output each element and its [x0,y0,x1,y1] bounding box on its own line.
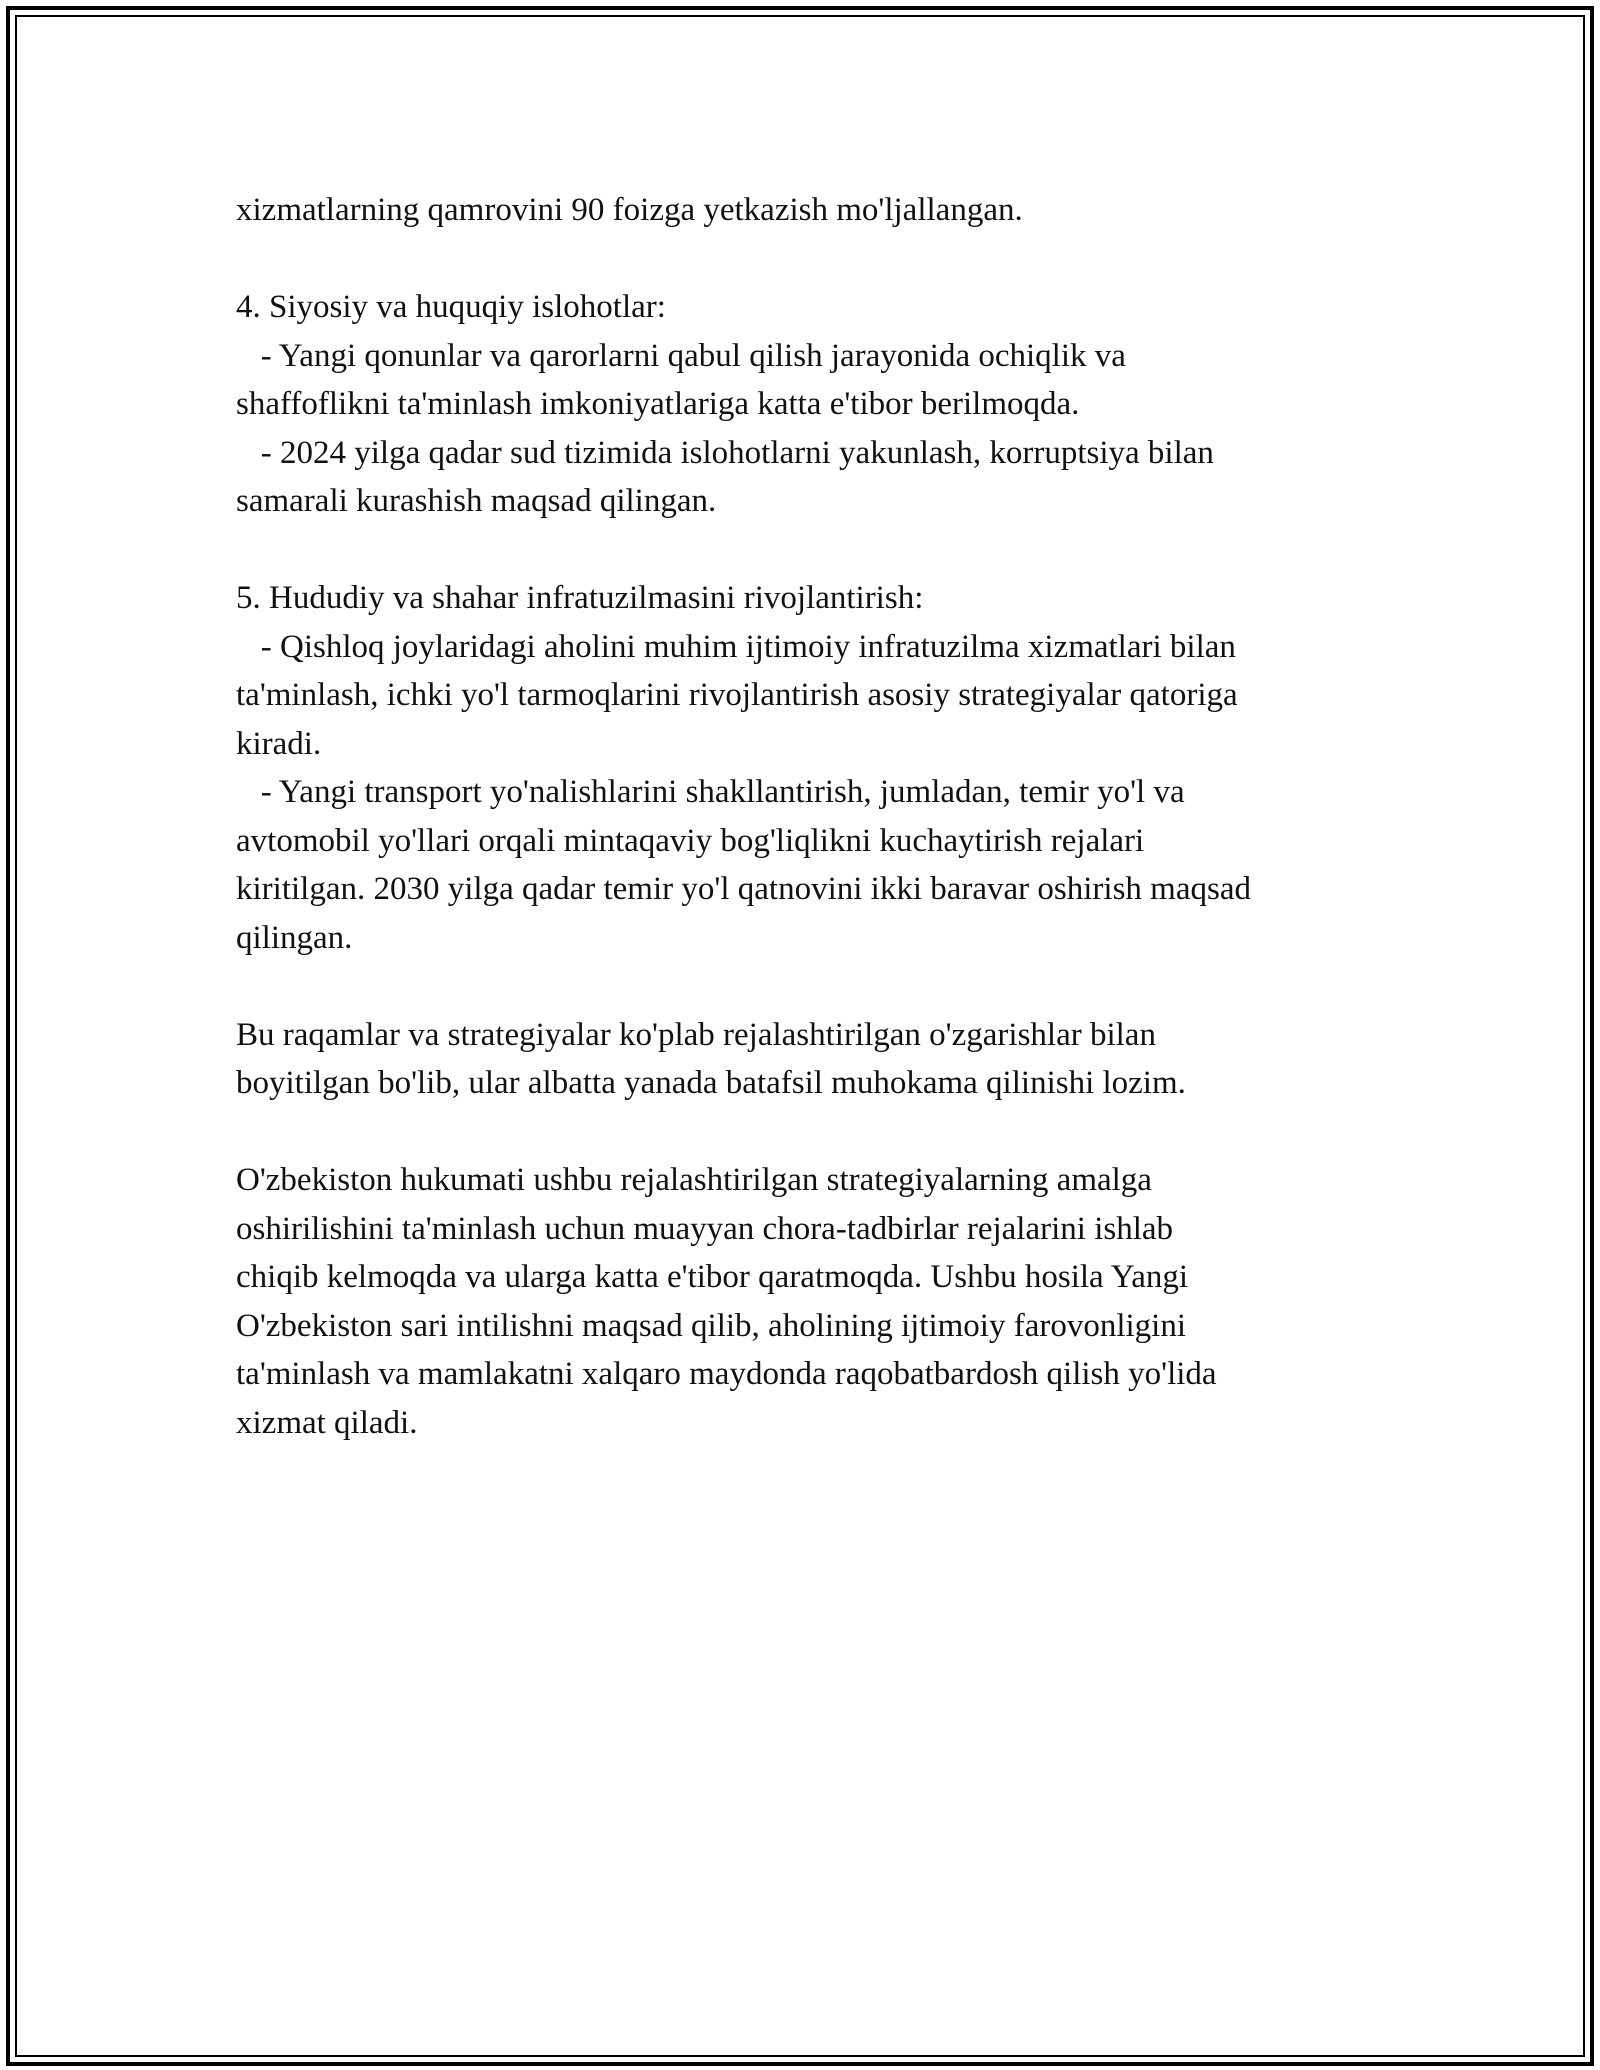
text-line: kiradi. [236,725,322,762]
text-line: Bu raqamlar va strategiyalar ko'plab rejalashtirilgan o'zgarishlar bilan [236,1016,1156,1053]
text-line: O'zbekiston sari intilishni maqsad qilib, aholining ijtimoiy farovonligini [236,1307,1187,1344]
text-line: - Yangi transport yo'nalishlarini shakllantirish, jumladan, temir yo'l va [236,774,1185,810]
section-heading: 4. Siyosiy va huquqiy islohotlar: [236,289,666,325]
blank-line [236,235,1396,284]
text-line: qilingan. [236,919,353,956]
document-body [236,186,1396,1447]
text-line: boyitilgan bo'lib, ular albatta yanada batafsil muhokama qilinishi lozim. [236,1065,1186,1101]
text-line: oshirilishini ta'minlash uchun muayyan chora-tadbirlar rejalarini ishlab [236,1210,1174,1247]
blank-line [236,1108,1396,1157]
text-line: shaffoflikni ta'minlash imkoniyatlariga katta e'tibor berilmoqda. [236,386,1080,422]
text-line: samarali kurashish maqsad qilingan. [236,483,717,519]
blank-line [236,526,1396,575]
text-line: ta'minlash va mamlakatni xalqaro maydonda raqobatbardosh qilish yo'lida [236,1356,1217,1392]
text-line: - Qishloq joylaridagi aholini muhim ijtimoiy infratuzilma xizmatlari bilan [236,628,1236,665]
text-line: O'zbekiston hukumati ushbu rejalashtirilgan strategiyalarning amalga [236,1162,1152,1198]
text-line: kiritilgan. 2030 yilga qadar temir yo'l qatnovini ikki baravar oshirish maqsad [236,871,1251,907]
blank-line [236,962,1396,1011]
text-line: xizmat qiladi. [236,1404,418,1441]
text-line: chiqib kelmoqda va ularga katta e'tibor qaratmoqda. Ushbu hosila Yangi [236,1259,1189,1295]
section-heading: 5. Hududiy va shahar infratuzilmasini rivojlantirish: [236,580,924,616]
text-line: xizmatlarning qamrovini 90 foizga yetkazish mo'ljallangan. [236,192,1023,228]
text-line: - Yangi qonunlar va qarorlarni qabul qilish jarayonida ochiqlik va [236,337,1126,374]
text-line: avtomobil yo'llari orqali mintaqaviy bog'liqlikni kuchaytirish rejalari [236,822,1145,859]
text-line: - 2024 yilga qadar sud tizimida islohotlarni yakunlash, korruptsiya bilan [236,434,1214,471]
text-line: ta'minlash, ichki yo'l tarmoqlarini rivojlantirish asosiy strategiyalar qatoriga [236,677,1238,713]
